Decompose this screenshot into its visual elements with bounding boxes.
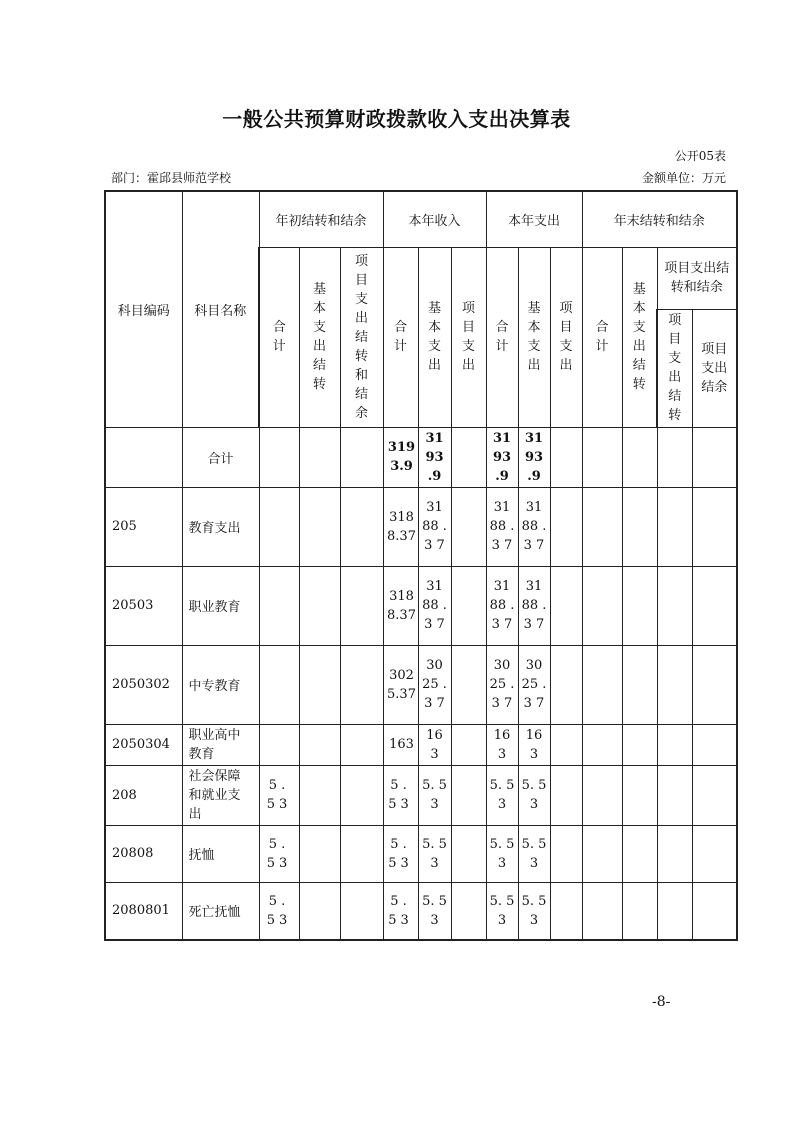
cell-empty [657,724,692,765]
cell-empty [340,427,383,487]
cell-empty [692,487,737,566]
row-name: 教育支出 [182,487,259,566]
cell-empty [299,724,340,765]
cell-empty [582,487,622,566]
cell-empty [692,882,737,940]
cell-empty [451,566,486,645]
cell-empty [550,487,582,566]
cell-empty [657,825,692,882]
cell-empty [550,427,582,487]
row-begin-total [259,566,299,645]
row-expense-basic: 16 3 [518,724,550,765]
cell-empty [299,882,340,940]
header-begin-project: 项目支出结转和结余 [340,247,383,427]
cell-empty [657,487,692,566]
row-expense-total: 5. 53 [486,765,518,825]
row-income-total: 3188.37 [383,566,418,645]
row-name: 死亡抚恤 [182,882,259,940]
header-begin-basic: 基本支出结转 [299,247,340,427]
row-expense-basic: 5. 53 [518,882,550,940]
cell-empty [582,645,622,724]
cell-empty [340,724,383,765]
header-expense-project: 项目支出 [550,247,582,427]
row-name: 抚恤 [182,825,259,882]
row-name: 中专教育 [182,645,259,724]
table-row [105,724,737,765]
table-row [105,882,737,940]
row-income-total: 5.53 [383,765,418,825]
row-income-total: 5.53 [383,825,418,882]
row-begin-total [259,427,299,487]
table-row [105,487,737,566]
cell-empty [582,566,622,645]
header-income-total: 合计 [383,247,418,427]
header-expense-basic: 基本支出 [518,247,550,427]
row-income-total: 3188.37 [383,487,418,566]
form-number: 公开05表 [674,149,726,163]
cell-empty [340,882,383,940]
row-expense-basic: 5. 53 [518,765,550,825]
row-name: 社会保障和就业支出 [182,765,259,825]
row-income-basic: 31 93 .9 [418,427,451,487]
cell-empty [657,882,692,940]
cell-empty [582,427,622,487]
cell-empty [340,487,383,566]
cell-empty [622,566,657,645]
cell-empty [622,765,657,825]
row-begin-total [259,487,299,566]
cell-empty [451,724,486,765]
cell-empty [622,645,657,724]
header-begin-group: 年初结转和结余 [259,191,383,247]
cell-empty [692,427,737,487]
header-expense-total: 合计 [486,247,518,427]
cell-empty [657,566,692,645]
row-begin-total [259,645,299,724]
header-end-project-balance: 项目支出结余 [692,309,737,427]
cell-empty [657,765,692,825]
row-expense-basic: 31 88 .3 7 [518,566,550,645]
cell-empty [622,427,657,487]
cell-empty [582,825,622,882]
row-begin-total: 5.53 [259,765,299,825]
budget-table [104,190,738,941]
cell-empty [622,724,657,765]
cell-empty [622,487,657,566]
row-code: 208 [105,765,182,825]
cell-empty [340,825,383,882]
header-end-total: 合计 [582,247,622,427]
header-row-1 [105,191,737,247]
row-income-basic: 5. 53 [418,825,451,882]
row-expense-basic: 31 88 .3 7 [518,487,550,566]
header-end-basic: 基本支出结转 [622,247,657,427]
cell-empty [451,825,486,882]
row-code: 205 [105,487,182,566]
cell-empty [299,765,340,825]
row-expense-total: 30 25 .3 7 [486,645,518,724]
row-expense-total: 5. 53 [486,882,518,940]
cell-empty [451,487,486,566]
row-income-basic: 30 25 .3 7 [418,645,451,724]
row-begin-total: 5.53 [259,825,299,882]
cell-empty [657,427,692,487]
table-row [105,825,737,882]
cell-empty [582,882,622,940]
header-end-group: 年末结转和结余 [582,191,737,247]
row-income-basic: 31 88 .3 7 [418,566,451,645]
cell-empty [550,724,582,765]
cell-empty [582,724,622,765]
table-row [105,645,737,724]
header-income-project: 项目支出 [451,247,486,427]
cell-empty [622,825,657,882]
table-row [105,566,737,645]
table-row [105,765,737,825]
row-income-total: 3025.37 [383,645,418,724]
row-expense-basic: 30 25 .3 7 [518,645,550,724]
row-expense-basic: 5. 53 [518,825,550,882]
cell-empty [550,882,582,940]
cell-empty [692,765,737,825]
header-income-group: 本年收入 [383,191,486,247]
row-code: 2050304 [105,724,182,765]
header-end-project-group: 项目支出结转和结余 [657,247,737,309]
row-expense-total: 31 88 .3 7 [486,566,518,645]
row-name: 职业高中教育 [182,724,259,765]
row-income-total: 163 [383,724,418,765]
cell-empty [582,765,622,825]
cell-empty [657,645,692,724]
row-expense-total: 31 88 .3 7 [486,487,518,566]
header-code: 科目编码 [105,191,182,427]
row-code: 2080801 [105,882,182,940]
row-code: 2050302 [105,645,182,724]
header-name: 科目名称 [182,191,259,427]
cell-empty [340,645,383,724]
row-expense-total: 16 3 [486,724,518,765]
header-end-project-carry: 项目支出结转 [657,309,692,427]
row-income-basic: 31 88 .3 7 [418,487,451,566]
row-expense-total: 5. 53 [486,825,518,882]
cell-empty [451,765,486,825]
row-code: 20808 [105,825,182,882]
cell-empty [451,645,486,724]
row-income-basic: 5. 53 [418,765,451,825]
cell-empty [692,724,737,765]
row-income-total: 3193.9 [383,427,418,487]
row-name: 合计 [182,427,259,487]
cell-empty [340,566,383,645]
cell-empty [340,765,383,825]
page-number: -8- [652,994,671,1010]
page-title: 一般公共预算财政拨款收入支出决算表 [222,107,571,131]
cell-empty [692,566,737,645]
cell-empty [299,427,340,487]
cell-empty [692,645,737,724]
row-expense-basic: 31 93 .9 [518,427,550,487]
cell-empty [692,825,737,882]
cell-empty [451,427,486,487]
header-expense-group: 本年支出 [486,191,582,247]
header-begin-total: 合计 [259,247,299,427]
cell-empty [550,765,582,825]
row-expense-total: 31 93 .9 [486,427,518,487]
cell-empty [550,825,582,882]
cell-empty [451,882,486,940]
department-label: 部门：霍邱县师范学校 [111,171,232,185]
cell-empty [550,645,582,724]
row-income-basic: 5. 53 [418,882,451,940]
cell-empty [550,566,582,645]
cell-empty [299,566,340,645]
cell-empty [299,825,340,882]
header-income-basic: 基本支出 [418,247,451,427]
row-begin-total [259,724,299,765]
row-begin-total: 5.53 [259,882,299,940]
row-name: 职业教育 [182,566,259,645]
row-code: 20503 [105,566,182,645]
row-code [105,427,182,487]
table-row [105,427,737,487]
cell-empty [622,882,657,940]
row-income-basic: 16 3 [418,724,451,765]
unit-label: 金额单位：万元 [641,171,726,185]
row-income-total: 5.53 [383,882,418,940]
cell-empty [299,487,340,566]
cell-empty [299,645,340,724]
